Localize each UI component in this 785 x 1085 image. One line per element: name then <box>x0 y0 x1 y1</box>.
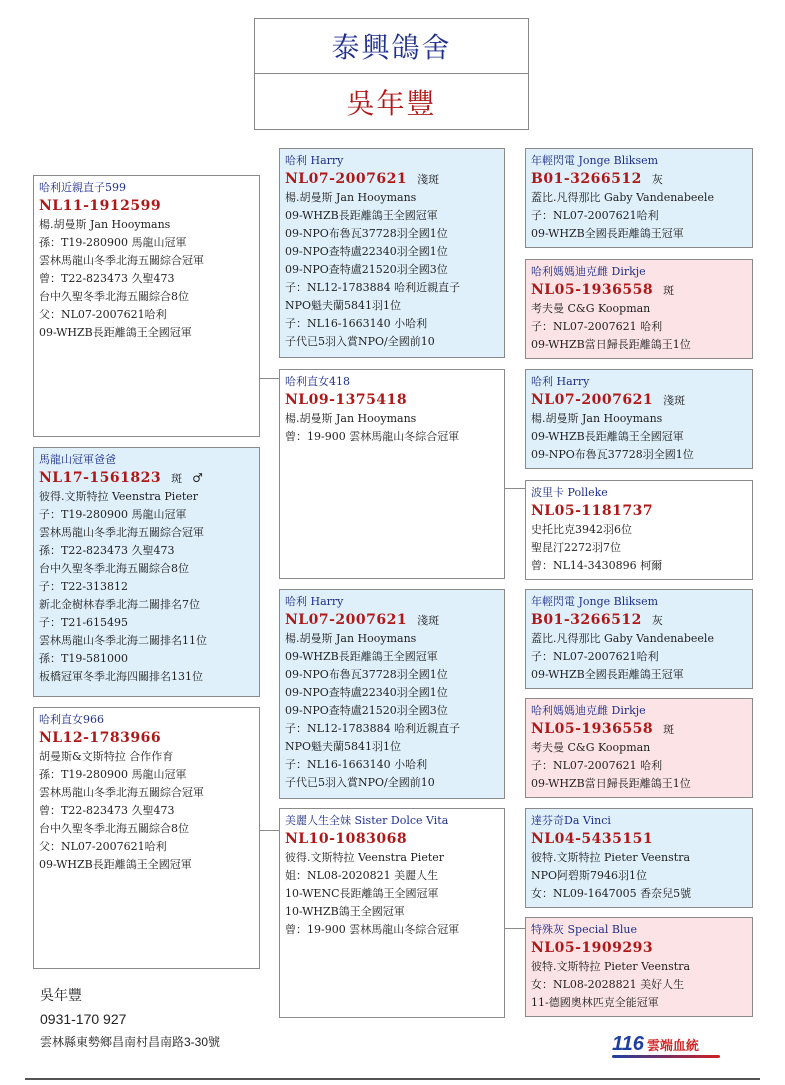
detail-line: 楊.胡曼斯 Jan Hooymans <box>531 412 663 425</box>
detail-line: 子：NL12-1783884 哈利近親直子 <box>285 281 461 294</box>
color-label: 灰 <box>651 173 663 186</box>
detail-line: 子：T21-615495 <box>39 616 129 629</box>
detail-line: 姐：NL08-2020821 美麗人生 <box>285 869 439 882</box>
detail-line: 曾：T22-823473 久聖473 <box>39 804 175 817</box>
card-partner-dam-sire <box>525 808 753 908</box>
detail-line: 09-WHZB當日歸長距離鴿王1位 <box>531 338 691 351</box>
bottom-divider <box>25 1078 760 1080</box>
detail-line: 台中久聖冬季北海五關綜合8位 <box>39 290 189 303</box>
detail-line: 09-WHZB全國長距離鴿王冠軍 <box>531 668 684 681</box>
detail-line: 子代已5羽入賞NPO/全國前10 <box>285 776 435 789</box>
pigeon-name: 美麗人生全妹 Sister Dolce Vita <box>285 814 449 827</box>
pigeon-name: 哈利 Harry <box>285 595 344 608</box>
detail-line: 楊.胡曼斯 Jan Hooymans <box>285 191 417 204</box>
connector-partner-dam <box>259 830 279 831</box>
ring-number: B01-3266512 <box>531 612 642 628</box>
pigeon-name: 馬龍山冠軍爸爸 <box>39 453 116 466</box>
detail-line: 彼得.文斯特拉 Veenstra Pieter <box>285 851 445 864</box>
ring-number: NL07-2007621 <box>531 392 654 408</box>
pigeon-name: 達芬奇Da Vinci <box>531 814 611 827</box>
detail-line: 女：NL08-2028821 美好人生 <box>531 978 685 991</box>
detail-line: 胡曼斯&文斯特拉 合作作育 <box>39 750 174 763</box>
pigeon-name: 年輕閃電 Jonge Bliksem <box>531 154 659 167</box>
ring-number: NL05-1181737 <box>531 503 654 519</box>
detail-line: 09-NPO查特盧22340羽全國1位 <box>285 245 448 258</box>
detail-line: 曾：T22-823473 久聖473 <box>39 272 175 285</box>
detail-line: 聖昆汀2272羽7位 <box>531 541 621 554</box>
loft-name: 泰興鴿舍 <box>255 19 528 74</box>
detail-line: 父：NL07-2007621哈利 <box>39 840 167 853</box>
detail-line: 新北金樹林春季北海二關排名7位 <box>39 598 200 611</box>
detail-line: 子：NL16-1663140 小哈利 <box>285 317 428 330</box>
detail-line: NPO魁夫蘭5841羽1位 <box>285 299 402 312</box>
detail-line: 09-WHZB長距離鴿王全國冠軍 <box>531 430 684 443</box>
detail-line: 彼特.文斯特拉 Pieter Veenstra <box>531 960 691 973</box>
detail-line: 子：T22-313812 <box>39 580 129 593</box>
contact-name: 吳年豐 <box>40 987 82 1003</box>
detail-line: 彼得.文斯特拉 Veenstra Pieter <box>39 490 199 503</box>
color-label: 灰 <box>651 614 663 627</box>
detail-line: 子：NL07-2007621 哈利 <box>531 320 663 333</box>
detail-line: 孫：T19-280900 馬龍山冠軍 <box>39 236 187 249</box>
owner-name: 吳年豐 <box>346 86 437 120</box>
male-symbol-icon: ♂ <box>192 471 203 485</box>
ring-number: NL05-1936558 <box>531 282 654 298</box>
detail-line: 09-WHZB長距離鴿王全國冠軍 <box>285 209 438 222</box>
ring-number: B01-3266512 <box>531 171 642 187</box>
detail-line: 子：NL16-1663140 小哈利 <box>285 758 428 771</box>
detail-line: 子代已5羽入賞NPO/全國前10 <box>285 335 435 348</box>
card-dam-dam <box>525 480 753 580</box>
pedigree-header <box>254 18 529 130</box>
ring-number: NL04-5435151 <box>531 831 654 847</box>
card-dam-sire <box>525 369 753 469</box>
pigeon-name: 波里卡 Polleke <box>531 486 608 499</box>
pigeon-name: 哈利 Harry <box>285 154 344 167</box>
contact-phone: 0931-170 927 <box>40 1011 127 1027</box>
connector-dam-damdam <box>504 488 525 489</box>
detail-line: 子：NL07-2007621 哈利 <box>531 759 663 772</box>
detail-line: 史托比克3942羽6位 <box>531 523 632 536</box>
detail-line: 09-NPO布魯瓦37728羽全國1位 <box>285 227 448 240</box>
connector-subject-dam <box>259 378 279 379</box>
detail-line: 孫：T22-823473 久聖473 <box>39 544 175 557</box>
detail-line: 09-WHZB長距離鴿王全國冠軍 <box>39 858 192 871</box>
detail-line: 10-WENC長距離鴿王全國冠軍 <box>285 887 439 900</box>
color-label: 淺斑 <box>417 173 440 186</box>
pigeon-name: 哈利直女966 <box>39 713 104 726</box>
detail-line: 考夫曼 C&G Koopman <box>531 741 651 754</box>
card-sire-sire <box>525 148 753 248</box>
detail-line: 楊.胡曼斯 Jan Hooymans <box>285 412 417 425</box>
pigeon-name: 哈利直女418 <box>285 375 350 388</box>
detail-line: 楊.胡曼斯 Jan Hooymans <box>285 632 417 645</box>
card-partner-dam <box>279 808 505 1018</box>
detail-line: 09-NPO查特盧22340羽全國1位 <box>285 686 448 699</box>
ring-number: NL05-1909293 <box>531 940 654 956</box>
detail-line: NPO魁夫蘭5841羽1位 <box>285 740 402 753</box>
logo-swoosh-icon <box>612 1055 720 1058</box>
detail-line: 09-NPO查特盧21520羽全國3位 <box>285 263 448 276</box>
ring-number: NL05-1936558 <box>531 721 654 737</box>
detail-line: 女：NL09-1647005 香奈兒5號 <box>531 887 692 900</box>
color-label: 斑 <box>663 284 675 297</box>
contact-address: 雲林縣東勢鄉昌南村昌南路3-30號 <box>40 1035 221 1049</box>
detail-line: 楊.胡曼斯 Jan Hooymans <box>39 218 171 231</box>
detail-line: 11-德國奧林匹克全能冠軍 <box>531 996 659 1009</box>
color-label: 淺斑 <box>663 394 686 407</box>
ring-number: NL07-2007621 <box>285 171 408 187</box>
detail-line: 考夫曼 C&G Koopman <box>531 302 651 315</box>
detail-line: 曾：19-900 雲林馬龍山冬綜合冠軍 <box>285 430 460 443</box>
detail-line: 子：NL07-2007621哈利 <box>531 209 659 222</box>
card-sire <box>279 148 505 358</box>
ring-number: NL11-1912599 <box>39 198 162 214</box>
pigeon-name: 哈利 Harry <box>531 375 590 388</box>
detail-line: 曾：NL14-3430896 柯爾 <box>531 559 663 572</box>
detail-line: 09-WHZB當日歸長距離鴿王1位 <box>531 777 691 790</box>
detail-line: NPO阿碧斯7946羽1位 <box>531 869 648 882</box>
detail-line: 09-NPO查特盧21520羽全國3位 <box>285 704 448 717</box>
detail-line: 09-WHZB長距離鴿王全國冠軍 <box>39 326 192 339</box>
detail-line: 父：NL07-2007621哈利 <box>39 308 167 321</box>
ring-number: NL10-1083068 <box>285 831 408 847</box>
detail-line: 雲林馬龍山冬季北海五關綜合冠軍 <box>39 254 204 267</box>
card-partner-dam-dam <box>525 917 753 1017</box>
detail-line: 09-NPO布魯瓦37728羽全國1位 <box>531 448 694 461</box>
detail-line: 子：NL07-2007621哈利 <box>531 650 659 663</box>
detail-line: 孫：T19-581000 <box>39 652 129 665</box>
pigeon-name: 哈利媽媽迪克雌 Dirkje <box>531 704 646 717</box>
pigeon-name: 年輕閃電 Jonge Bliksem <box>531 595 659 608</box>
card-sire-dam <box>525 259 753 359</box>
detail-line: 台中久聖冬季北海五關綜合8位 <box>39 562 189 575</box>
owner-contact <box>40 984 220 1052</box>
ring-number: NL07-2007621 <box>285 612 408 628</box>
detail-line: 10-WHZB鴿王全國冠軍 <box>285 905 405 918</box>
detail-line: 子：T19-280900 馬龍山冠軍 <box>39 508 187 521</box>
color-label: 斑 <box>663 723 675 736</box>
detail-line: 09-NPO布魯瓦37728羽全國1位 <box>285 668 448 681</box>
pigeon-name: 哈利近親直子599 <box>39 181 126 194</box>
card-partner <box>33 447 260 697</box>
detail-line: 雲林馬龍山冬季北海五關綜合冠軍 <box>39 526 204 539</box>
color-label: 斑 <box>171 472 183 485</box>
detail-line: 孫：T19-280900 馬龍山冠軍 <box>39 768 187 781</box>
pigeon-name: 特殊灰 Special Blue <box>531 923 638 936</box>
ring-number: NL17-1561823 <box>39 470 162 486</box>
detail-line: 子：NL12-1783884 哈利近親直子 <box>285 722 461 735</box>
pigeon-name: 哈利媽媽迪克雌 Dirkje <box>531 265 646 278</box>
ring-number: NL12-1783966 <box>39 730 162 746</box>
logo-text: 雲端血統 <box>646 1038 699 1053</box>
detail-line: 台中久聖冬季北海五關綜合8位 <box>39 822 189 835</box>
connector-pdam-pdamdam <box>504 928 525 929</box>
card-subject <box>33 175 260 437</box>
logo-number: 116 <box>612 1033 644 1055</box>
detail-line: 09-WHZB全國長距離鴿王冠軍 <box>531 227 684 240</box>
detail-line: 蓋比.凡得那比 Gaby Vandenabeele <box>531 191 714 204</box>
color-label: 淺斑 <box>417 614 440 627</box>
card-partner-sire-dam <box>525 698 753 798</box>
detail-line: 板橋冠軍冬季北海四關排名131位 <box>39 670 203 683</box>
detail-line: 雲林馬龍山冬季北海五關綜合冠軍 <box>39 786 204 799</box>
card-partner-sire-sire <box>525 589 753 689</box>
ring-number: NL09-1375418 <box>285 392 408 408</box>
card-partner-dam-parent <box>33 707 260 969</box>
detail-line: 09-WHZB長距離鴿王全國冠軍 <box>285 650 438 663</box>
cloud-pedigree-logo <box>612 1030 722 1056</box>
card-dam <box>279 369 505 579</box>
detail-line: 曾：19-900 雲林馬龍山冬綜合冠軍 <box>285 923 460 936</box>
detail-line: 蓋比.凡得那比 Gaby Vandenabeele <box>531 632 714 645</box>
detail-line: 雲林馬龍山冬季北海二關排名11位 <box>39 634 207 647</box>
detail-line: 彼特.文斯特拉 Pieter Veenstra <box>531 851 691 864</box>
card-partner-sire <box>279 589 505 799</box>
